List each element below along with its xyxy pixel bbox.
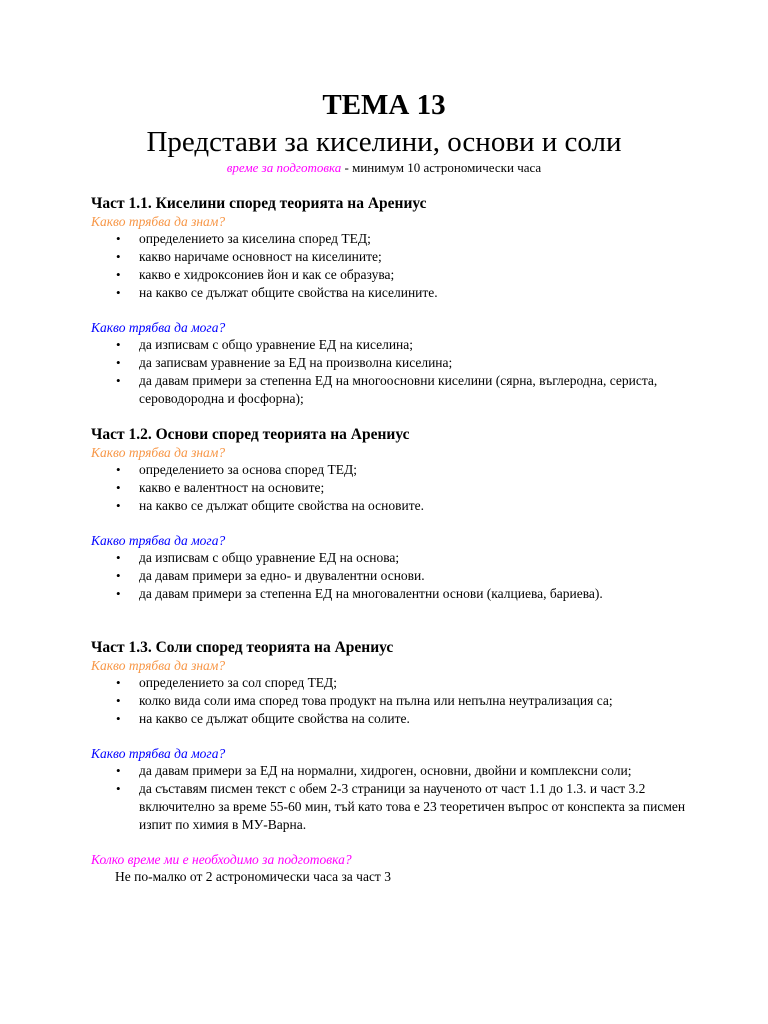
list-item-text: какво е валентност на основите; [139,480,325,495]
prep-time-text: - минимум 10 астрономически часа [341,160,542,175]
bullet-icon: • [116,285,121,300]
list-item-text: да съставям писмен текст с обем 2-3 страници за наученото от част 1.1 до 1.3. и част 3.2 включително за време 55-60 мин, тъй като това е 23 теоретичен въпрос от конспекта за писмен изпит по химия в МУ-Варна. [139,781,686,832]
bullet-icon: • [116,675,121,690]
list-item-text: на какво се дължат общите свойства на солите. [139,711,410,726]
bullet-icon: • [116,373,121,388]
can-heading: Какво трябва да мога? [91,746,226,761]
time-question: Колко време ми е необходимо за подготовка? [91,852,352,867]
know-heading: Какво трябва да знам? [91,445,226,460]
list-item [91,674,711,692]
bullet-icon: • [116,231,121,246]
list-item [91,336,711,354]
list-item [91,585,711,603]
section-heading: Част 1.3. Соли според теорията на Арениус [91,639,394,656]
bullet-icon: • [116,568,121,583]
list-item-text: определението за киселина според ТЕД; [139,231,371,246]
bullet-icon: • [116,498,121,513]
list-item-text: да давам примери за степенна ЕД на многовалентни основи (калциева, бариева). [139,586,603,601]
list-item-text: да давам примери за ЕД на нормални, хидроген, основни, двойни и комплексни соли; [139,763,632,778]
list-item-text: на какво се дължат общите свойства на основите. [139,498,424,513]
bullet-icon: • [116,249,121,264]
bullet-icon: • [116,586,121,601]
list-item [91,692,711,710]
list-item [91,354,711,372]
list-item [91,567,711,585]
section-part-1-1 [91,194,711,408]
bullet-icon: • [116,267,121,282]
bullet-icon: • [116,462,121,477]
know-list [91,674,711,728]
time-answer: Не по-малко от 2 астрономически часа за част 3 [115,869,391,884]
bullet-icon: • [116,763,121,778]
can-list [91,762,711,834]
page-subtitle: Представи за киселини, основи и соли [146,126,622,158]
list-item-text: да записвам уравнение за ЕД на произволна киселина; [139,355,453,370]
bullet-icon: • [116,550,121,565]
list-item [91,762,711,780]
list-item [91,497,711,515]
section-part-1-3 [91,638,711,886]
list-item-text: на какво се дължат общите свойства на киселините. [139,285,438,300]
know-list [91,461,711,515]
list-item-text: да давам примери за степенна ЕД на многоосновни киселини (сярна, въглеродна, сериста, сероводородна и фосфорна); [139,373,658,406]
can-heading: Какво трябва да мога? [91,533,226,548]
list-item-text: колко вида соли има според това продукт на пълна или непълна неутрализация са; [139,693,613,708]
list-item [91,710,711,728]
list-item-text: определението за сол според ТЕД; [139,675,338,690]
list-item [91,479,711,497]
section-part-1-2 [91,425,711,603]
list-item [91,372,711,408]
list-item-text: да изписвам с общо уравнение ЕД на киселина; [139,337,414,352]
section-heading: Част 1.1. Киселини според теорията на Арениус [91,195,427,212]
page-title: ТЕМА 13 [322,89,446,121]
list-item [91,461,711,479]
list-item-text: определението за основа според ТЕД; [139,462,357,477]
list-item-text: да изписвам с общо уравнение ЕД на основа; [139,550,400,565]
list-item-text: какво е хидроксониев йон и как се образува; [139,267,395,282]
can-heading: Какво трябва да мога? [91,320,226,335]
list-item [91,248,711,266]
list-item-text: какво наричаме основност на киселините; [139,249,382,264]
list-item [91,780,711,834]
section-heading: Част 1.2. Основи според теорията на Арениус [91,426,410,443]
prep-time-label: време за подготовка [226,160,342,175]
know-list [91,230,711,302]
bullet-icon: • [116,781,121,796]
bullet-icon: • [116,711,121,726]
list-item [91,284,711,302]
bullet-icon: • [116,337,121,352]
prep-time-line [0,160,768,176]
list-item [91,266,711,284]
bullet-icon: • [116,480,121,495]
know-heading: Какво трябва да знам? [91,214,226,229]
can-list [91,549,711,603]
know-heading: Какво трябва да знам? [91,658,226,673]
can-list [91,336,711,408]
bullet-icon: • [116,355,121,370]
list-item [91,549,711,567]
list-item [91,230,711,248]
list-item-text: да давам примери за едно- и двувалентни основи. [139,568,425,583]
bullet-icon: • [116,693,121,708]
